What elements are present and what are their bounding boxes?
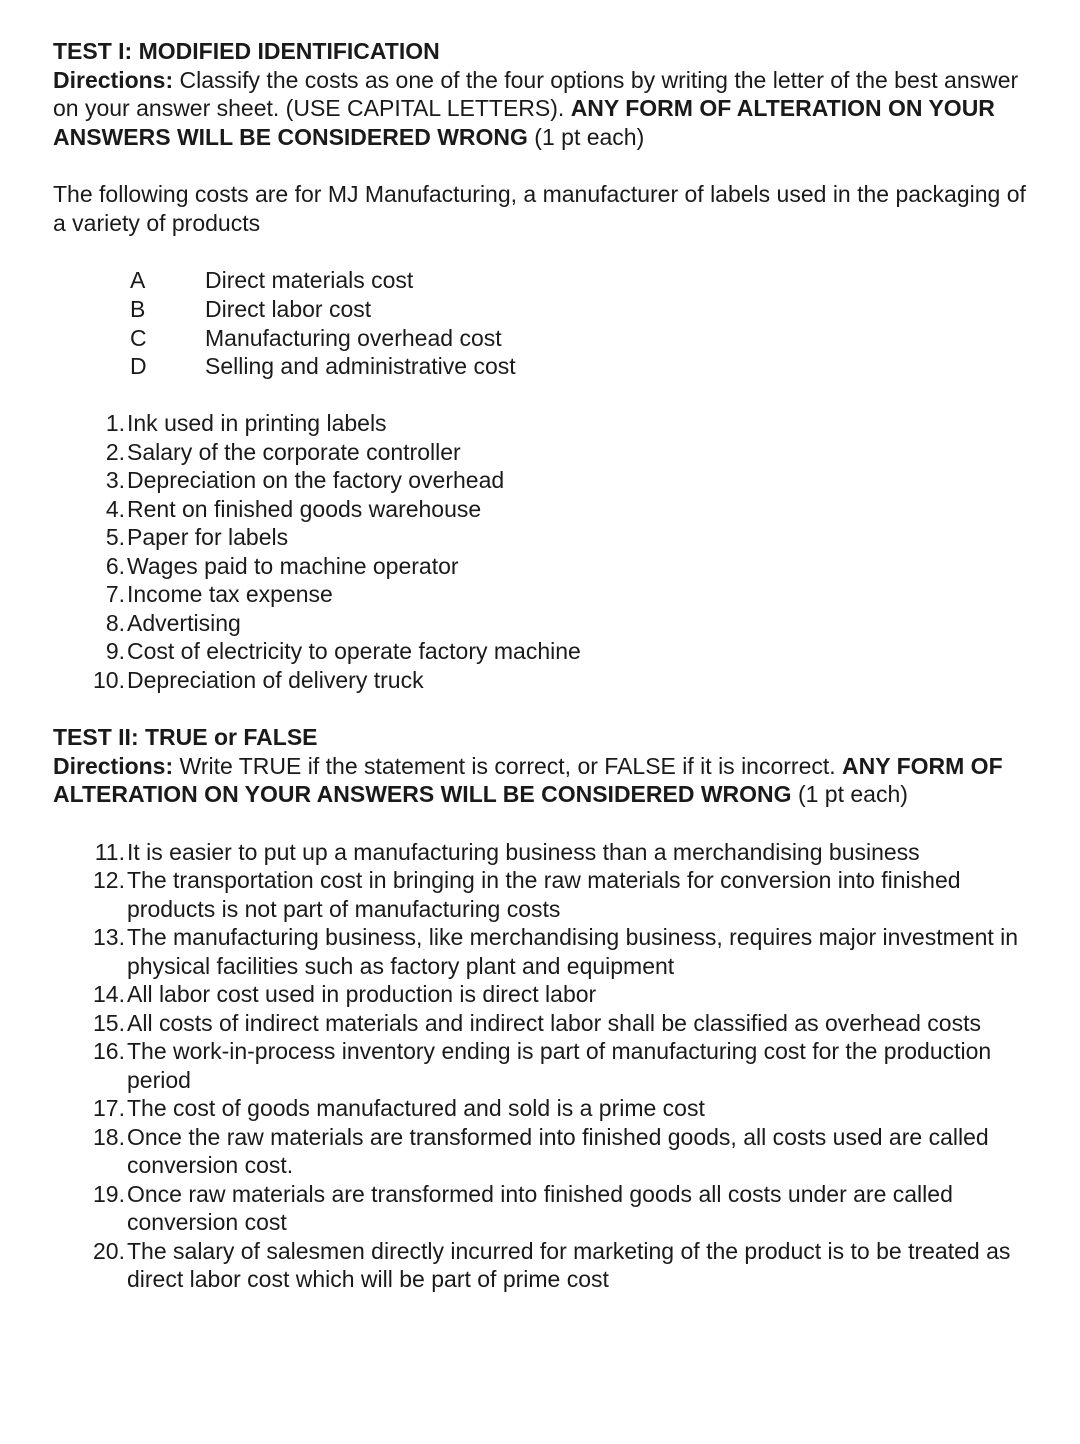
question-number: 5. bbox=[105, 524, 125, 550]
question-number: 10. bbox=[93, 666, 125, 693]
cost-option-a bbox=[130, 266, 1043, 295]
cost-option-c bbox=[130, 324, 1043, 353]
question-number: 11. bbox=[94, 838, 125, 865]
option-label: Direct materials cost bbox=[205, 267, 414, 294]
question-item bbox=[91, 409, 1043, 438]
test-1-directions-label: Directions: bbox=[53, 66, 174, 93]
question-text: Once the raw materials are transformed into finished goods, all costs used are called conversion cost. bbox=[127, 1123, 989, 1178]
question-item bbox=[91, 552, 1043, 581]
test-1-directions-text: Classify the costs as one of the four options by writing the letter of the best answer on your answer sheet. (USE CAPITAL LETTERS). bbox=[53, 66, 1019, 121]
question-number: 4. bbox=[105, 495, 125, 522]
question-number: 7. bbox=[105, 581, 125, 607]
question-item bbox=[91, 980, 1043, 1009]
question-item bbox=[91, 1094, 1043, 1123]
question-text: Salary of the corporate controller bbox=[127, 438, 461, 465]
question-text: It is easier to put up a manufacturing business than a merchandising business bbox=[127, 838, 920, 865]
question-item bbox=[91, 866, 1043, 923]
question-text: All labor cost used in production is direct labor bbox=[127, 981, 597, 1007]
question-item bbox=[91, 1123, 1043, 1180]
cost-options-list bbox=[130, 266, 1043, 381]
question-text: Income tax expense bbox=[127, 581, 333, 607]
test-2-directions-warning: ANY FORM OF ALTERATION ON YOUR ANSWERS WILL BE CONSIDERED WRONG bbox=[53, 752, 1003, 807]
option-label: Selling and administrative cost bbox=[205, 353, 516, 380]
question-item bbox=[91, 838, 1043, 867]
question-item bbox=[91, 438, 1043, 467]
option-label: Direct labor cost bbox=[205, 295, 372, 322]
option-letter: C bbox=[130, 324, 147, 351]
question-item bbox=[91, 609, 1043, 638]
test-1-directions bbox=[53, 66, 1043, 152]
question-text: Depreciation on the factory overhead bbox=[127, 467, 505, 493]
option-label: Manufacturing overhead cost bbox=[205, 324, 502, 351]
question-number: 14. bbox=[93, 981, 125, 1007]
question-item bbox=[91, 495, 1043, 524]
question-text: The work-in-process inventory ending is part of manufacturing cost for the production period bbox=[127, 1038, 992, 1093]
question-text: The transportation cost in bringing in the raw materials for conversion into finished products is not part of manufacturing costs bbox=[127, 867, 961, 922]
test-2-title: TEST II: TRUE or FALSE bbox=[53, 724, 318, 750]
question-item bbox=[91, 1037, 1043, 1094]
question-item bbox=[91, 666, 1043, 695]
question-number: 18. bbox=[93, 1123, 125, 1150]
question-text: The cost of goods manufactured and sold is a prime cost bbox=[127, 1095, 705, 1121]
question-text: All costs of indirect materials and indirect labor shall be classified as overhead costs bbox=[127, 1009, 981, 1036]
question-text: Ink used in printing labels bbox=[127, 410, 387, 436]
test-1-question-list bbox=[91, 409, 1043, 694]
test-1-intro: The following costs are for MJ Manufacturing, a manufacturer of labels used in the packaging of a variety of products bbox=[53, 181, 1026, 236]
question-text: Paper for labels bbox=[127, 524, 289, 550]
question-text: The manufacturing business, like merchandising business, requires major investment in physical facilities such as factory plant and equipment bbox=[127, 924, 1019, 979]
question-number: 12. bbox=[93, 867, 125, 893]
question-item bbox=[91, 1180, 1043, 1237]
test-2-directions bbox=[53, 752, 1043, 809]
question-number: 1. bbox=[105, 410, 125, 436]
question-item bbox=[91, 523, 1043, 552]
test-1-directions-points: (1 pt each) bbox=[527, 123, 645, 150]
question-number: 9. bbox=[105, 638, 125, 664]
question-item bbox=[91, 923, 1043, 980]
option-letter: D bbox=[130, 353, 147, 380]
test-1-section bbox=[53, 37, 1043, 694]
question-number: 15. bbox=[93, 1009, 125, 1036]
question-number: 3. bbox=[105, 467, 125, 493]
question-text: Cost of electricity to operate factory machine bbox=[127, 638, 581, 664]
test-2-directions-label: Directions: bbox=[53, 752, 174, 779]
question-text: Rent on finished goods warehouse bbox=[127, 495, 482, 522]
question-number: 16. bbox=[93, 1038, 125, 1064]
question-item bbox=[91, 637, 1043, 666]
question-number: 20. bbox=[93, 1237, 125, 1264]
test-2-directions-points: (1 pt each) bbox=[791, 781, 908, 807]
exam-page bbox=[53, 37, 1043, 1294]
question-text: Depreciation of delivery truck bbox=[127, 666, 424, 693]
question-text: Once raw materials are transformed into finished goods all costs under are called conversion cost bbox=[127, 1180, 953, 1235]
cost-option-d bbox=[130, 352, 1043, 381]
question-item bbox=[91, 580, 1043, 609]
question-item bbox=[91, 1237, 1043, 1294]
cost-option-b bbox=[130, 295, 1043, 324]
question-number: 17. bbox=[93, 1095, 125, 1121]
question-item bbox=[91, 1009, 1043, 1038]
question-number: 2. bbox=[105, 438, 125, 465]
question-item bbox=[91, 466, 1043, 495]
question-text: Wages paid to machine operator bbox=[127, 552, 459, 579]
question-number: 6. bbox=[105, 552, 125, 579]
test-2-question-list bbox=[91, 838, 1043, 1294]
option-letter: B bbox=[130, 295, 146, 322]
question-number: 8. bbox=[105, 609, 125, 636]
question-text: The salary of salesmen directly incurred for marketing of the product is to be treated as direct labor cost which will be part of prime cost bbox=[127, 1237, 1011, 1292]
question-number: 19. bbox=[93, 1180, 125, 1207]
test-2-directions-text: Write TRUE if the statement is correct, or FALSE if it is incorrect. bbox=[173, 752, 843, 779]
option-letter: A bbox=[130, 267, 146, 294]
test-2-section bbox=[53, 723, 1043, 1294]
question-text: Advertising bbox=[127, 609, 241, 636]
test-1-directions-warning: ANY FORM OF ALTERATION ON YOUR ANSWERS WILL BE CONSIDERED WRONG bbox=[53, 95, 995, 150]
question-number: 13. bbox=[93, 924, 125, 950]
test-1-title: TEST I: MODIFIED IDENTIFICATION bbox=[53, 38, 440, 64]
